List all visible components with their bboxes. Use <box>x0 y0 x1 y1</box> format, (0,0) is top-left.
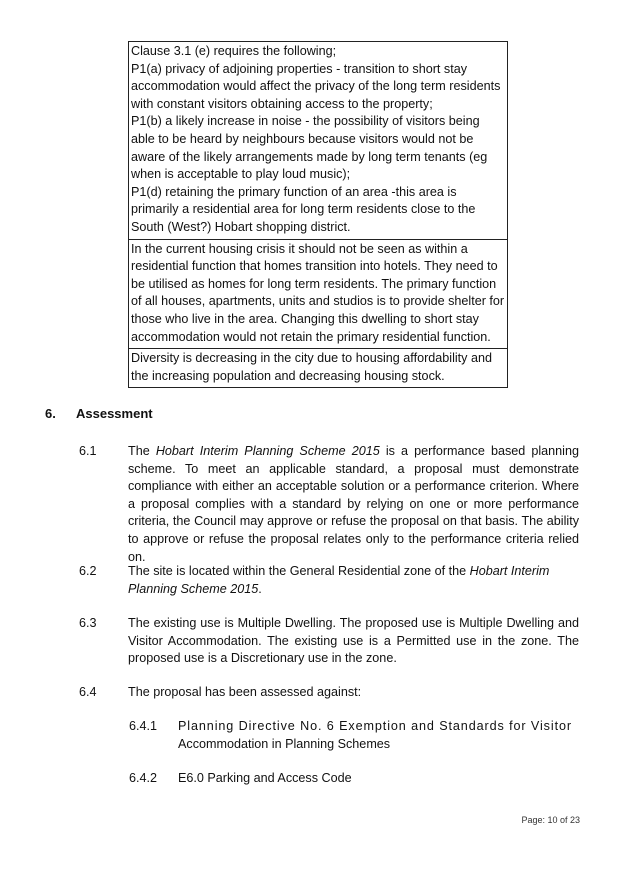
cell-line: Clause 3.1 (e) requires the following; <box>131 44 337 58</box>
paragraph-6-1 <box>79 443 579 566</box>
scheme-title: Hobart Interim Planning Scheme 2015 <box>155 444 380 458</box>
subitem-number: 6.4.2 <box>129 771 158 785</box>
subitem-6-4-2 <box>129 770 579 788</box>
paragraph-text <box>128 563 579 598</box>
subitem-line: Planning Directive No. 6 Exemption and Standards for Visitor <box>178 719 572 733</box>
text-run: is a performance based planning scheme. To meet an applicable standard, a proposal must demonstrate compliance with either an acceptable solution or a performance criterion. Where a proposal complies with a standard by relying on one or more performance criteria, the Council may approve or refuse the proposal on that basis. The ability to approve or refuse the proposal relates only to the performance criteria relied on. <box>128 444 579 564</box>
paragraph-number: 6.3 <box>79 616 97 630</box>
paragraph-number: 6.2 <box>79 564 97 578</box>
subitem-line: Accommodation in Planning Schemes <box>178 736 391 751</box>
paragraph-text: The existing use is Multiple Dwelling. The proposed use is Multiple Dwelling and Visitor Accommodation. The existing use is a Permitted use in the zone. The proposed use is a Discretionary use in the zone. <box>128 616 579 666</box>
paragraph-number: 6.4 <box>79 685 97 699</box>
subitem-6-4-1 <box>129 718 579 753</box>
scheme-title: Hobart Interim Planning Scheme 2015 <box>128 564 550 596</box>
table-cell-diversity <box>129 348 507 387</box>
paragraph-6-2 <box>79 563 579 598</box>
paragraph-number: 6.1 <box>79 444 97 458</box>
table-cell-clause-requirements <box>129 42 507 239</box>
section-title: Assessment <box>76 406 153 421</box>
text-run: The site is located within the General Residential zone of the <box>128 564 470 578</box>
section-heading <box>45 406 153 421</box>
subitem-text: E6.0 Parking and Access Code <box>178 771 352 785</box>
subitem-text <box>178 718 579 753</box>
cell-line: P1(a) privacy of adjoining properties - transition to short stay accommodation would affect the privacy of the long term residents with constant visitors obtaining access to the property; <box>131 61 501 111</box>
paragraph-6-3 <box>79 615 579 668</box>
text-run: . <box>258 581 262 596</box>
cell-line: P1(d) retaining the primary function of an area -this area is primarily a residential area for long term residents close to the South (West?) Hobart shopping district. <box>131 184 476 234</box>
cell-line: P1(b) a likely increase in noise - the possibility of visitors being able to be heard by neighbours because visitors would not be aware of the likely arrangements made by long term tenants (eg when is acceptable to play loud music); <box>131 114 488 182</box>
table-cell-housing-crisis <box>129 239 507 349</box>
paragraph-text <box>128 443 579 566</box>
page-number-footer: Page: 10 of 23 <box>521 815 580 825</box>
section-number: 6. <box>45 406 56 421</box>
paragraph-text: The proposal has been assessed against: <box>128 685 362 699</box>
subitem-number: 6.4.1 <box>129 719 158 733</box>
representations-table <box>128 41 508 388</box>
cell-line: Diversity is decreasing in the city due to housing affordability and the increasing population and decreasing housing stock. <box>131 351 492 383</box>
paragraph-6-4 <box>79 684 579 702</box>
text-run: The <box>128 444 156 458</box>
cell-line: In the current housing crisis it should not be seen as within a residential function that homes transition into hotels. They need to be utilised as homes for long term residents. The primary function of all houses, apartments, units and studios is to provide shelter for those who live in the area. Changing this dwelling to short stay accommodation would not retain the primary residential function. <box>131 241 505 344</box>
